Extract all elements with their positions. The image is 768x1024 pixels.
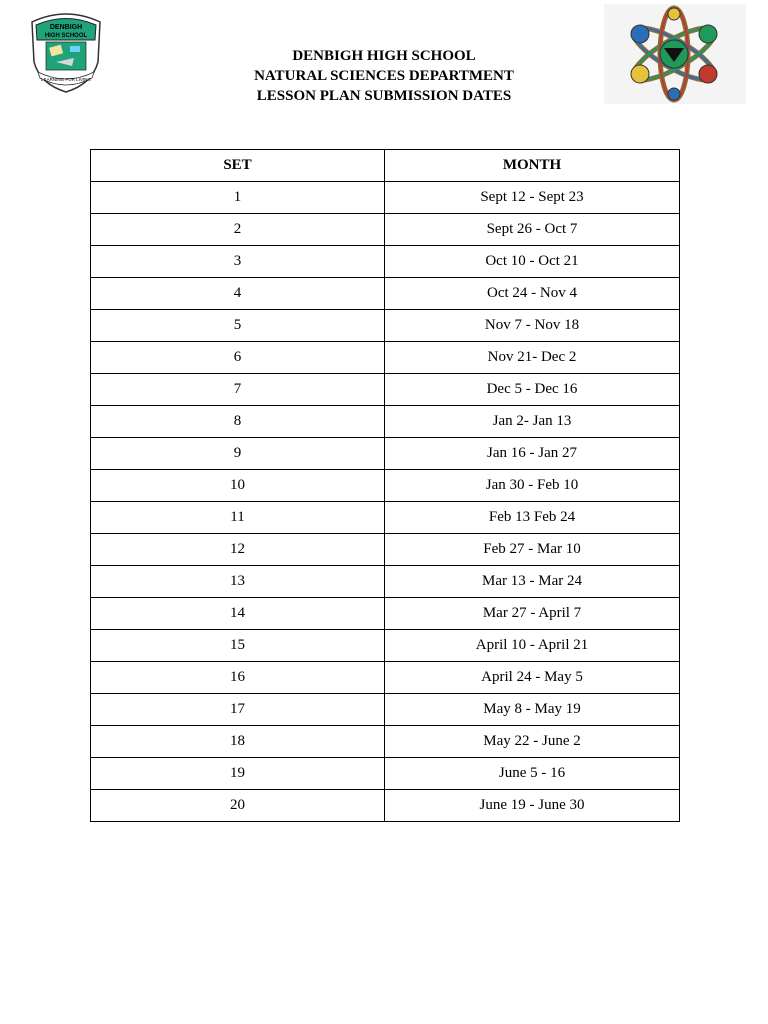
set-cell: 1 bbox=[91, 182, 385, 214]
department-name: NATURAL SCIENCES DEPARTMENT bbox=[254, 68, 514, 84]
table-row bbox=[91, 534, 680, 566]
table-row bbox=[91, 310, 680, 342]
table-row bbox=[91, 662, 680, 694]
crest-subname: HIGH SCHOOL bbox=[44, 33, 88, 39]
table-row bbox=[91, 342, 680, 374]
set-cell: 20 bbox=[91, 790, 385, 822]
set-cell: 19 bbox=[91, 758, 385, 790]
month-cell: April 24 - May 5 bbox=[385, 662, 680, 694]
set-cell: 3 bbox=[91, 246, 385, 278]
submission-dates-table bbox=[90, 149, 680, 822]
table-row bbox=[91, 278, 680, 310]
document-title: LESSON PLAN SUBMISSION DATES bbox=[256, 88, 512, 104]
table-header-row bbox=[91, 150, 680, 182]
table-row bbox=[91, 182, 680, 214]
month-cell: Jan 16 - Jan 27 bbox=[385, 438, 680, 470]
set-cell: 9 bbox=[91, 438, 385, 470]
month-cell: May 8 - May 19 bbox=[385, 694, 680, 726]
month-cell: Feb 13 Feb 24 bbox=[385, 502, 680, 534]
table-row bbox=[91, 726, 680, 758]
table-row bbox=[91, 790, 680, 822]
month-cell: Jan 30 - Feb 10 bbox=[385, 470, 680, 502]
set-cell: 7 bbox=[91, 374, 385, 406]
set-cell: 4 bbox=[91, 278, 385, 310]
month-cell: June 5 - 16 bbox=[385, 758, 680, 790]
set-cell: 16 bbox=[91, 662, 385, 694]
month-cell: April 10 - April 21 bbox=[385, 630, 680, 662]
month-cell: June 19 - June 30 bbox=[385, 790, 680, 822]
month-cell: Dec 5 - Dec 16 bbox=[385, 374, 680, 406]
table-row bbox=[91, 598, 680, 630]
table-row bbox=[91, 246, 680, 278]
month-cell: Jan 2- Jan 13 bbox=[385, 406, 680, 438]
table-row bbox=[91, 502, 680, 534]
set-cell: 10 bbox=[91, 470, 385, 502]
table-row bbox=[91, 694, 680, 726]
set-cell: 15 bbox=[91, 630, 385, 662]
table-row bbox=[91, 630, 680, 662]
set-cell: 6 bbox=[91, 342, 385, 374]
column-header-month: MONTH bbox=[385, 150, 680, 182]
table-row bbox=[91, 438, 680, 470]
table-body bbox=[91, 182, 680, 822]
crest-name: DENBIGH bbox=[49, 24, 83, 31]
month-cell: Nov 21- Dec 2 bbox=[385, 342, 680, 374]
table-row bbox=[91, 406, 680, 438]
month-cell: Mar 13 - Mar 24 bbox=[385, 566, 680, 598]
month-cell: Nov 7 - Nov 18 bbox=[385, 310, 680, 342]
set-cell: 17 bbox=[91, 694, 385, 726]
table-row bbox=[91, 566, 680, 598]
set-cell: 13 bbox=[91, 566, 385, 598]
month-cell: Sept 12 - Sept 23 bbox=[385, 182, 680, 214]
set-cell: 14 bbox=[91, 598, 385, 630]
month-cell: May 22 - June 2 bbox=[385, 726, 680, 758]
set-cell: 18 bbox=[91, 726, 385, 758]
set-cell: 12 bbox=[91, 534, 385, 566]
table-row bbox=[91, 374, 680, 406]
month-cell: Feb 27 - Mar 10 bbox=[385, 534, 680, 566]
month-cell: Sept 26 - Oct 7 bbox=[385, 214, 680, 246]
set-cell: 8 bbox=[91, 406, 385, 438]
month-cell: Oct 24 - Nov 4 bbox=[385, 278, 680, 310]
month-cell: Oct 10 - Oct 21 bbox=[385, 246, 680, 278]
crest-motto: LEARNING FOR LIVING bbox=[41, 77, 91, 82]
set-cell: 2 bbox=[91, 214, 385, 246]
set-cell: 5 bbox=[91, 310, 385, 342]
document-header bbox=[0, 46, 768, 106]
column-header-set: SET bbox=[91, 150, 385, 182]
month-cell: Mar 27 - April 7 bbox=[385, 598, 680, 630]
table-row bbox=[91, 758, 680, 790]
set-cell: 11 bbox=[91, 502, 385, 534]
table-row bbox=[91, 470, 680, 502]
school-name: DENBIGH HIGH SCHOOL bbox=[292, 48, 476, 64]
table-row bbox=[91, 214, 680, 246]
